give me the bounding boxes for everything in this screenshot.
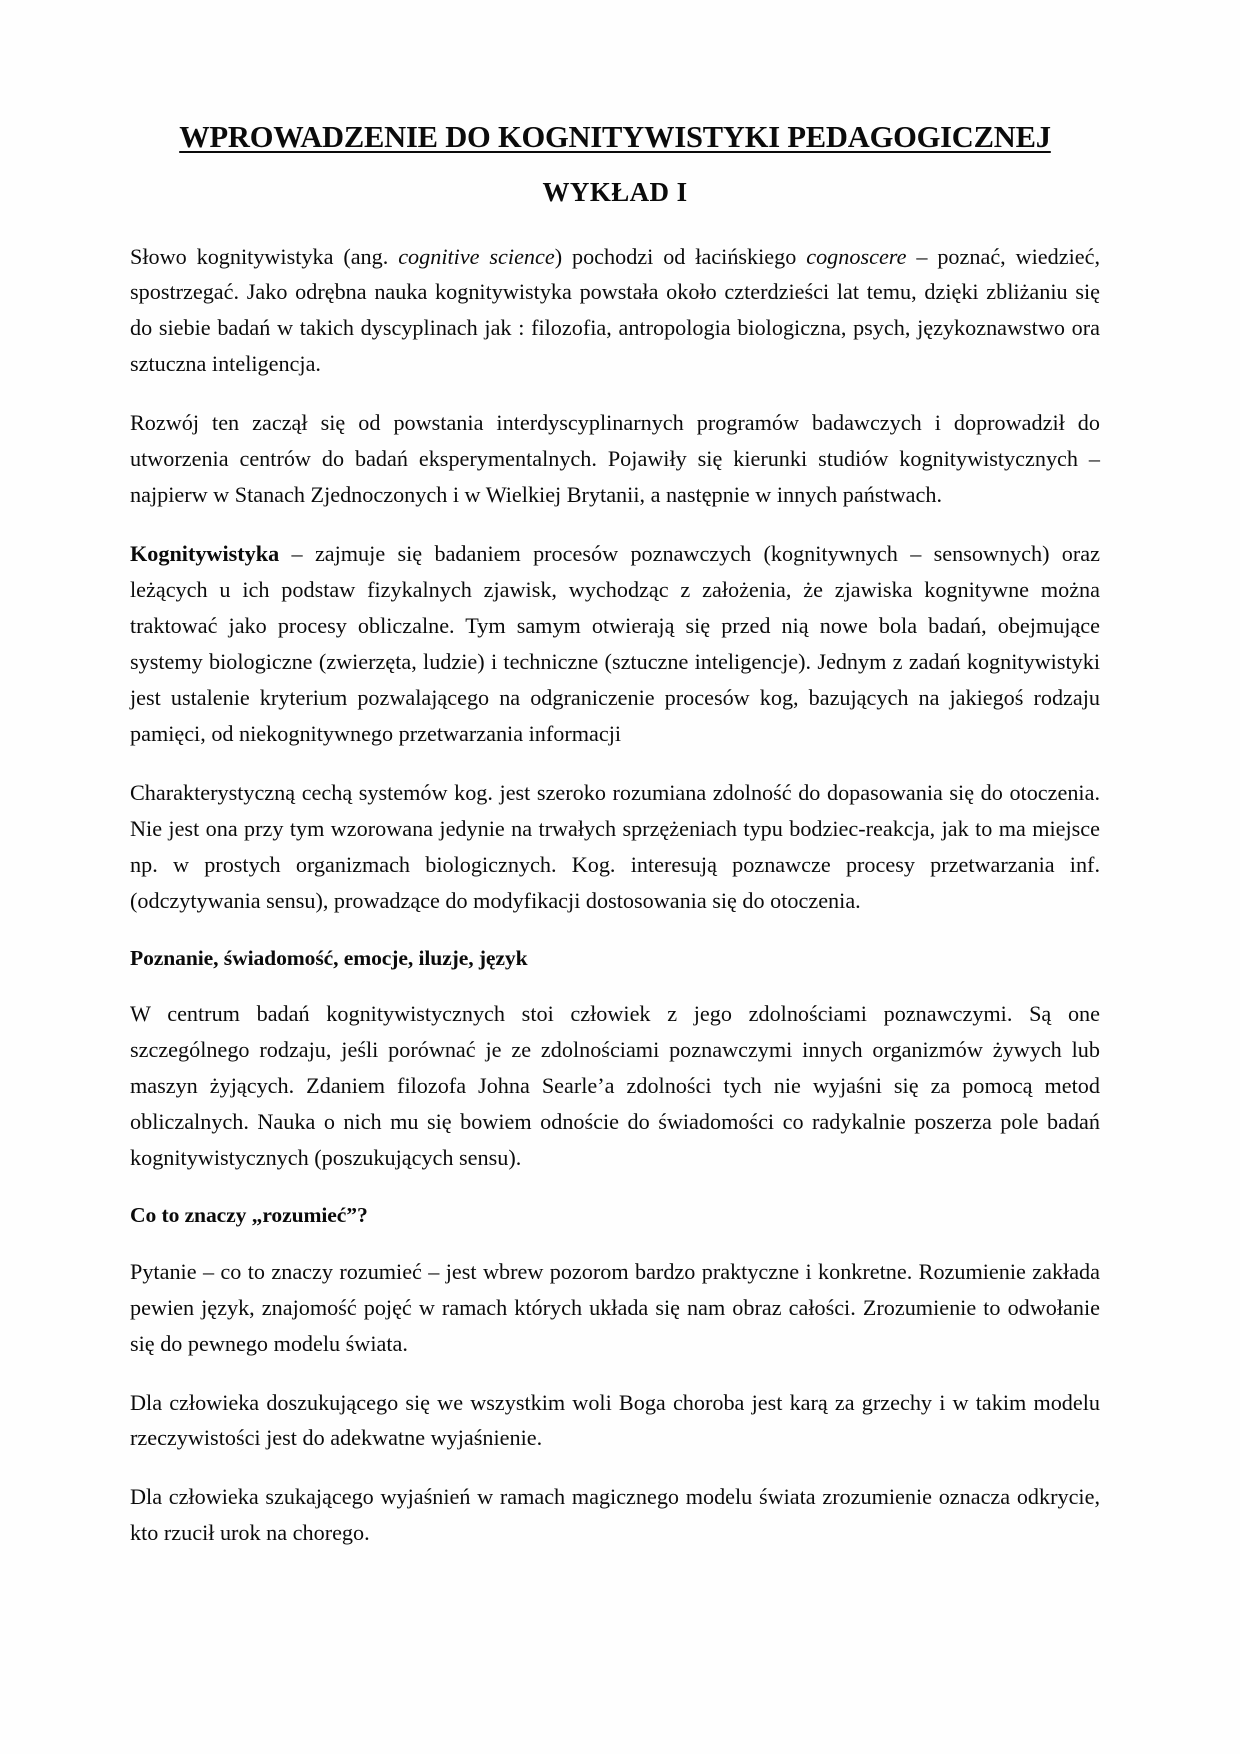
- paragraph-characteristics: Charakterystyczną cechą systemów kog. jest szeroko rozumiana zdolność do dopasowania się do otoczenia. Nie jest ona przy tym wzorowana jedynie na trwałych sprzężeniach typu bodziec-reakcja, jak to ma miejsce np. w prostych organizmach biologicznych. Kog. interesują poznawcze procesy przetwarzania inf. (odczytywania sensu), prowadzące do modyfikacji dostosowania się do otoczenia.: [130, 780, 1100, 914]
- paragraph-definition-part3: – poznać, wiedzieć, spostrzegać. Jako odrębna nauka kognitywistyka powstała około czterdzieści lat temu, dzięki zbliżaniu się do siebie badań w takich dyscyplinach jak : filozofia, antropologia biologiczna, psych, językoznawstwo ora sztuczna inteligencja.: [130, 243, 1100, 377]
- paragraph-magical-model: Dla człowieka szukającego wyjaśnień w ramach magicznego modelu świata zrozumienie oznacza odkrycie, kto rzucił urok na chorego.: [130, 1484, 1100, 1546]
- paragraph-definition-part1: Słowo kognitywistyka (ang.: [130, 243, 399, 269]
- paragraph-question-understanding: Pytanie – co to znaczy rozumieć – jest wbrew pozorom bardzo praktyczne i konkretne. Rozumienie zakłada pewien język, znajomość pojęć w ramach których układa się nam obraz całości. Zrozumienie to odwołanie się do pewnego modelu świata.: [130, 1258, 1100, 1356]
- paragraph-religious-model: Dla człowieka doszukującego się we wszystkim woli Boga choroba jest karą za grzechy i w takim modelu rzeczywistości jest do adekwatne wyjaśnienie.: [130, 1389, 1100, 1451]
- section-heading-poznanie: Poznanie, świadomość, emocje, iluzje, język: [130, 945, 528, 970]
- section-heading-rozumiec: Co to znaczy „rozumieć”?: [130, 1203, 368, 1228]
- paragraph-definition: [130, 239, 1100, 383]
- paragraph-development: Rozwój ten zaczął się od powstania interdyscyplinarnych programów badawczych i doprowadził do utworzenia centrów do badań eksperymentalnych. Pojawiły się kierunki studiów kognitywistycznych – najpierw w Stanach Zjednoczonych i w Wielkiej Brytanii, a następnie w innych państwach.: [130, 410, 1100, 508]
- paragraph-definition-part2: ) pochodzi od łacińskiego: [554, 243, 807, 269]
- paragraph-kognitywistyka-text: – zajmuje się badaniem procesów poznawczych (kognitywnych – sensownych) oraz leżących u ich podstaw fizykalnych zjawisk, wychodząc z założenia, że zjawiska kognitywne można traktować jako procesy obliczalne. Tym samym otwierają się przed nią nowe bola badań, obejmujące systemy biologiczne (zwierzęta, ludzie) i techniczne (sztuczne inteligencje). Jednym z zadań kognitywistyki jest ustalenie kryterium pozwalającego na odgraniczenie procesów kog, bazujących na jakiegoś rodzaju pamięci, od niekognitywnego przetwarzania informacji: [130, 541, 1100, 747]
- latin-term-cognoscere: cognoscere: [806, 243, 907, 269]
- term-kognitywistyka: Kognitywistyka: [130, 541, 280, 567]
- page-title: [130, 118, 1100, 156]
- paragraph-human-center: W centrum badań kognitywistycznych stoi człowiek z jego zdolnościami poznawczymi. Są one szczególnego rodzaju, jeśli porównać je ze zdolnościami poznawczymi innych organizmów żywych lub maszyn żyjących. Zdaniem filozofa Johna Searle’a zdolności tych nie wyjaśni się za pomocą metod obliczalnych. Nauka o nich mu się bowiem odnoście do świadomości co radykalnie poszerza pole badań kognitywistycznych (poszukujących sensu).: [130, 1001, 1100, 1171]
- document-body: [130, 118, 1100, 1551]
- page-title-text: WPROWADZENIE DO KOGNITYWISTYKI PEDAGOGICZNEJ: [179, 120, 1051, 154]
- paragraph-kognitywistyka: [130, 536, 1100, 752]
- lecture-subtitle: WYKŁAD I: [542, 177, 688, 208]
- latin-term-cognitive-science: cognitive science: [398, 243, 555, 269]
